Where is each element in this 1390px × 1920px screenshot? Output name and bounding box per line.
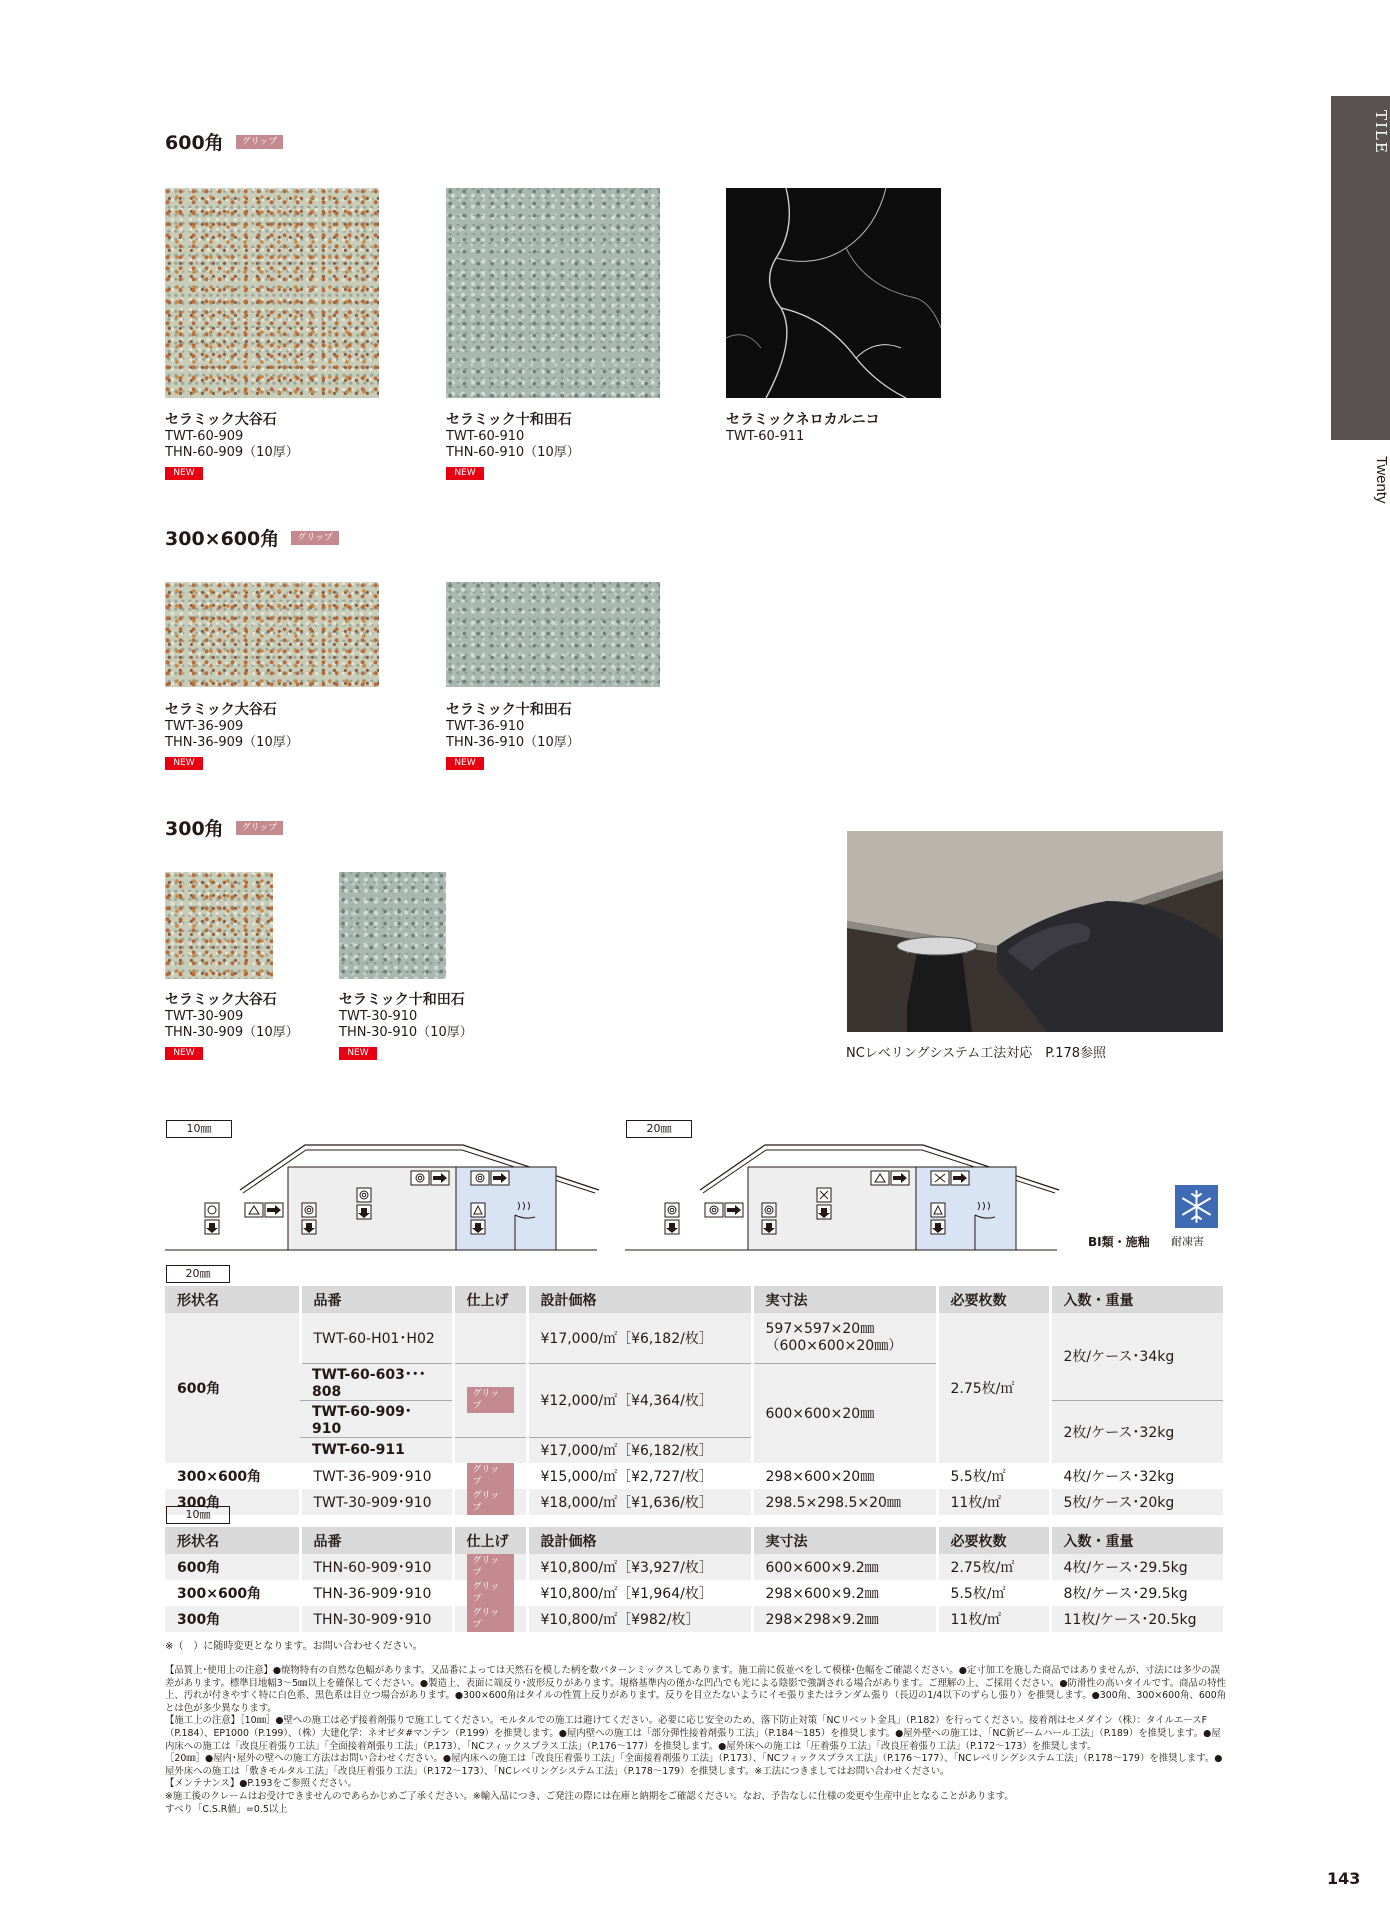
pack-cell: 5枚/ケース･20kg (1050, 1489, 1223, 1515)
pack-cell: 11枚/ケース･20.5kg (1050, 1606, 1223, 1632)
price-cell: ¥17,000/㎡［¥6,182/枚］ (527, 1313, 752, 1363)
shape-cell: 300角 (177, 1612, 221, 1628)
finish-cell: グリップ (453, 1606, 527, 1632)
finish-cell (453, 1313, 527, 1363)
tile-swatch-otani (165, 188, 379, 398)
product-code: THN-30-910（10厚） (339, 1025, 473, 1040)
grip-badge: グリップ (236, 821, 284, 835)
finish-cell: グリップ (453, 1363, 527, 1437)
count-cell: 2.75枚/㎡ (937, 1554, 1050, 1580)
spec-table-10mm (165, 1527, 1223, 1632)
tile-swatch-otani (165, 872, 273, 979)
size-cell: 298×600×20㎜ (752, 1463, 937, 1489)
col-header: 設計価格 (527, 1286, 752, 1313)
count-cell: 5.5枚/㎡ (937, 1580, 1050, 1606)
col-header: 実寸法 (752, 1527, 937, 1554)
code-cell: THN-30-909･910 (300, 1606, 453, 1632)
col-header: 必要枚数 (937, 1286, 1050, 1313)
finish-cell (453, 1437, 527, 1463)
spec-table-20mm (165, 1286, 1223, 1515)
photo-caption: NCレベリングシステム工法対応 P.178参照 (846, 1046, 1107, 1061)
table-row (165, 1554, 1223, 1580)
product-code: THN-60-910（10厚） (446, 445, 580, 460)
price-cell: ¥10,800/㎡［¥3,927/枚］ (527, 1554, 752, 1580)
count-cell: 11枚/㎡ (937, 1489, 1050, 1515)
product-code: TWT-30-910 (339, 1009, 418, 1024)
section-title-300: 300角 グリップ (165, 814, 283, 841)
new-badge: NEW (165, 757, 203, 770)
section-title-300x600: 300×600角 グリップ (165, 524, 339, 551)
grip-badge: グリップ (291, 531, 339, 545)
product-name: セラミック十和田石 (446, 702, 572, 718)
product-name: セラミック大谷石 (165, 992, 277, 1008)
count-cell: 11枚/㎡ (937, 1606, 1050, 1632)
shape-cell: 600角 (177, 1381, 221, 1397)
col-header: 実寸法 (752, 1286, 937, 1313)
table-row (165, 1606, 1223, 1632)
table-header-row (165, 1286, 1223, 1313)
new-badge: NEW (339, 1047, 377, 1060)
note-paragraph: ［20㎜］●屋内･屋外の壁への施工方法はお問い合わせください。●屋内床への施工は「改良圧着張り工法」「全面接着剤張り工法」（P.173）、「NCフィックスプラス工法」（P.176～177）、「NCレベリングシステム工法」（P.178～179）を推奨します。●屋外床への施工は「敷きモルタル工法」「改良圧着張り工法」（P.172～173）、「NCレベリングシステム工法」（P.178～179）を推奨します。※工法につきましてはお問い合わせください。 (165, 1753, 1223, 1777)
new-badge: NEW (446, 757, 484, 770)
price-cell: ¥17,000/㎡［¥6,182/枚］ (527, 1437, 752, 1463)
new-badge: NEW (446, 467, 484, 480)
product-name: セラミック大谷石 (165, 702, 277, 718)
col-header: 入数・重量 (1050, 1527, 1223, 1554)
note-paragraph: すべり「C.S.R値」=0.5以上 (165, 1803, 288, 1815)
table-row (165, 1580, 1223, 1606)
pack-cell: 4枚/ケース･32kg (1050, 1463, 1223, 1489)
tile-class-label: BI類・施釉 (1088, 1235, 1150, 1249)
note-paragraph: 【品質上･使用上の注意】●焼物特有の自然な色幅があります。又品番によっては天然石を模した柄を数パターンミックスしてあります。施工前に仮並べをして模様･色幅をご確認ください。●定寸加工を施した商品ではありませんが、寸法には多少の誤差があります。標準目地幅3～5㎜以上を確保してください。●製造上、表面に端反り･波形反りがあります。規格基準内の僅かな凹凸でも光による陰影で強調される場合があります。ご理解の上、ご採用ください。●防滑性の高いタイルです。商品の特性上、汚れが付きやすく特に白色系、黒色系は目立つ場合があります。●300×600角はタイルの性質上反りがあります。反りを目立たないようにイモ張りまたはランダム張り（長辺の1/4以下のずらし張り）を推奨します。●300角、300×600角、600角とは色が多少異なります。 (165, 1665, 1227, 1714)
tile-swatch-otani (165, 582, 379, 687)
count-cell: 5.5枚/㎡ (937, 1463, 1050, 1489)
size-cell: 298.5×298.5×20㎜ (752, 1489, 937, 1515)
size-cell: 298×298×9.2㎜ (752, 1606, 937, 1632)
col-header: 必要枚数 (937, 1527, 1050, 1554)
installation-photo (847, 831, 1223, 1032)
finish-cell: グリップ (453, 1489, 527, 1515)
count-cell: 2.75枚/㎡ (937, 1313, 1050, 1463)
series-name: Twenty (1373, 456, 1390, 504)
col-header: 仕上げ (453, 1527, 527, 1554)
code-cell: TWT-36-909･910 (300, 1463, 453, 1489)
pack-cell: 2枚/ケース･34kg (1050, 1313, 1223, 1400)
product-code: THN-36-910（10厚） (446, 735, 580, 750)
product-name: セラミック十和田石 (339, 992, 465, 1008)
table-row (165, 1463, 1223, 1489)
product-code: TWT-60-910 (446, 429, 525, 444)
col-header: 品番 (300, 1527, 453, 1554)
code-cell: THN-36-909･910 (300, 1580, 453, 1606)
code-cell: THN-60-909･910 (300, 1554, 453, 1580)
shape-cell: 300角 (177, 1495, 221, 1511)
note-paragraph: ※施工後のクレームはお受けできませんのであらかじめご了承ください。※輸入品につき、ご発注の際には在庫と納期をご確認ください。なお、予告なしに仕様の変更や生産中止となることがあります。 (165, 1790, 1014, 1802)
table-thickness-label: 20㎜ (166, 1265, 230, 1283)
size-cell: 298×600×9.2㎜ (752, 1580, 937, 1606)
product-code: THN-30-909（10厚） (165, 1025, 299, 1040)
product-code: TWT-36-910 (446, 719, 525, 734)
shape-cell: 300×600角 (177, 1469, 262, 1485)
page-number: 143 (1327, 1869, 1361, 1888)
product-code: TWT-30-909 (165, 1009, 244, 1024)
product-code: THN-36-909（10厚） (165, 735, 299, 750)
price-cell: ¥18,000/㎡［¥1,636/枚］ (527, 1489, 752, 1515)
tile-swatch-towada (446, 188, 660, 398)
new-badge: NEW (165, 467, 203, 480)
product-code: TWT-36-909 (165, 719, 244, 734)
finish-cell: グリップ (453, 1554, 527, 1580)
shape-cell: 300×600角 (177, 1586, 262, 1602)
col-header: 形状名 (165, 1527, 300, 1554)
pack-cell: 2枚/ケース･32kg (1050, 1400, 1223, 1463)
code-cell: TWT-30-909･910 (300, 1489, 453, 1515)
frost-resistance-label: 耐凍害 (1171, 1235, 1204, 1248)
section-title-600: 600角 グリップ (165, 128, 283, 155)
price-cell: ¥10,800/㎡［¥982/枚］ (527, 1606, 752, 1632)
product-code: TWT-60-909 (165, 429, 244, 444)
finish-cell: グリップ (453, 1463, 527, 1489)
usage-diagram-10mm (165, 1140, 600, 1252)
diagram-thickness-label: 20㎜ (626, 1120, 692, 1138)
product-name: セラミックネロカルニコ (726, 412, 880, 428)
side-tab-label: TILE (1372, 110, 1390, 155)
table-row (165, 1489, 1223, 1515)
usage-diagram-20mm (625, 1140, 1060, 1252)
note-paragraph: 【メンテナンス】●P.193をご参照ください。 (165, 1778, 357, 1790)
pack-cell: 8枚/ケース･29.5kg (1050, 1580, 1223, 1606)
size-cell: 600×600×20㎜ (752, 1363, 937, 1463)
pack-cell: 4枚/ケース･29.5kg (1050, 1554, 1223, 1580)
usage-notes (165, 1665, 1227, 1816)
product-code: THN-60-909（10厚） (165, 445, 299, 460)
price-cell: ¥12,000/㎡［¥4,364/枚］ (527, 1363, 752, 1437)
code-cell: TWT-60-911 (312, 1442, 405, 1459)
size-cell: 600×600×9.2㎜ (752, 1554, 937, 1580)
grip-badge: グリップ (236, 135, 284, 149)
code-cell: TWT-60-603･･･808 (300, 1363, 453, 1400)
col-header: 仕上げ (453, 1286, 527, 1313)
col-header: 形状名 (165, 1286, 300, 1313)
tile-swatch-nero (726, 188, 941, 398)
col-header: 設計価格 (527, 1527, 752, 1554)
price-cell: ¥15,000/㎡［¥2,727/枚］ (527, 1463, 752, 1489)
new-badge: NEW (165, 1047, 203, 1060)
product-code: TWT-60-911 (726, 429, 805, 444)
shape-cell: 600角 (177, 1560, 221, 1576)
size-cell: 597×597×20㎜ （600×600×20㎜） (752, 1313, 937, 1363)
table-row (165, 1313, 1223, 1363)
price-cell: ¥10,800/㎡［¥1,964/枚］ (527, 1580, 752, 1606)
tile-swatch-towada (446, 582, 660, 687)
product-name: セラミック大谷石 (165, 412, 277, 428)
snowflake-icon (1175, 1185, 1218, 1228)
product-name: セラミック十和田石 (446, 412, 572, 428)
table-thickness-label: 10㎜ (166, 1506, 230, 1524)
table-header-row (165, 1527, 1223, 1554)
diagram-thickness-label: 10㎜ (166, 1120, 232, 1138)
tile-swatch-towada (339, 872, 446, 979)
code-cell: TWT-60-H01･H02 (300, 1313, 453, 1363)
note-paragraph: 【施工上の注意】［10㎜］●壁への施工は必ず接着剤張りで施工してください。モルタルでの施工は避けてください。必要に応じ安全のため、落下防止対策「NCリベット金具」（P.182）を行ってください。接着剤はセメダイン（株）：タイルエースF（P.184）、EP1000（P.199）、（株）大建化学：ネオピタ#マンテン（P.199）を推奨します。●屋内壁への施工は「部分弾性接着剤張り工法」（P.184～185）を推奨します。●屋外壁への施工は、「NC新ビームハール工法」（P.189）を推奨します。●屋内床への施工は「改良圧着張り工法」「全面接着剤張り工法」（P.173）、「NCフィックスプラス工法」（P.176～177）を推奨します。●屋外床への施工は「圧着張り工法」「改良圧着張り工法」（P.172～173）を推奨します。 (165, 1715, 1221, 1752)
finish-cell: グリップ (453, 1580, 527, 1606)
col-header: 入数・重量 (1050, 1286, 1223, 1313)
code-cell: TWT-60-909･910 (300, 1400, 453, 1437)
price-note: ※（ ）に随時変更となります。お問い合わせください。 (165, 1641, 423, 1652)
col-header: 品番 (300, 1286, 453, 1313)
